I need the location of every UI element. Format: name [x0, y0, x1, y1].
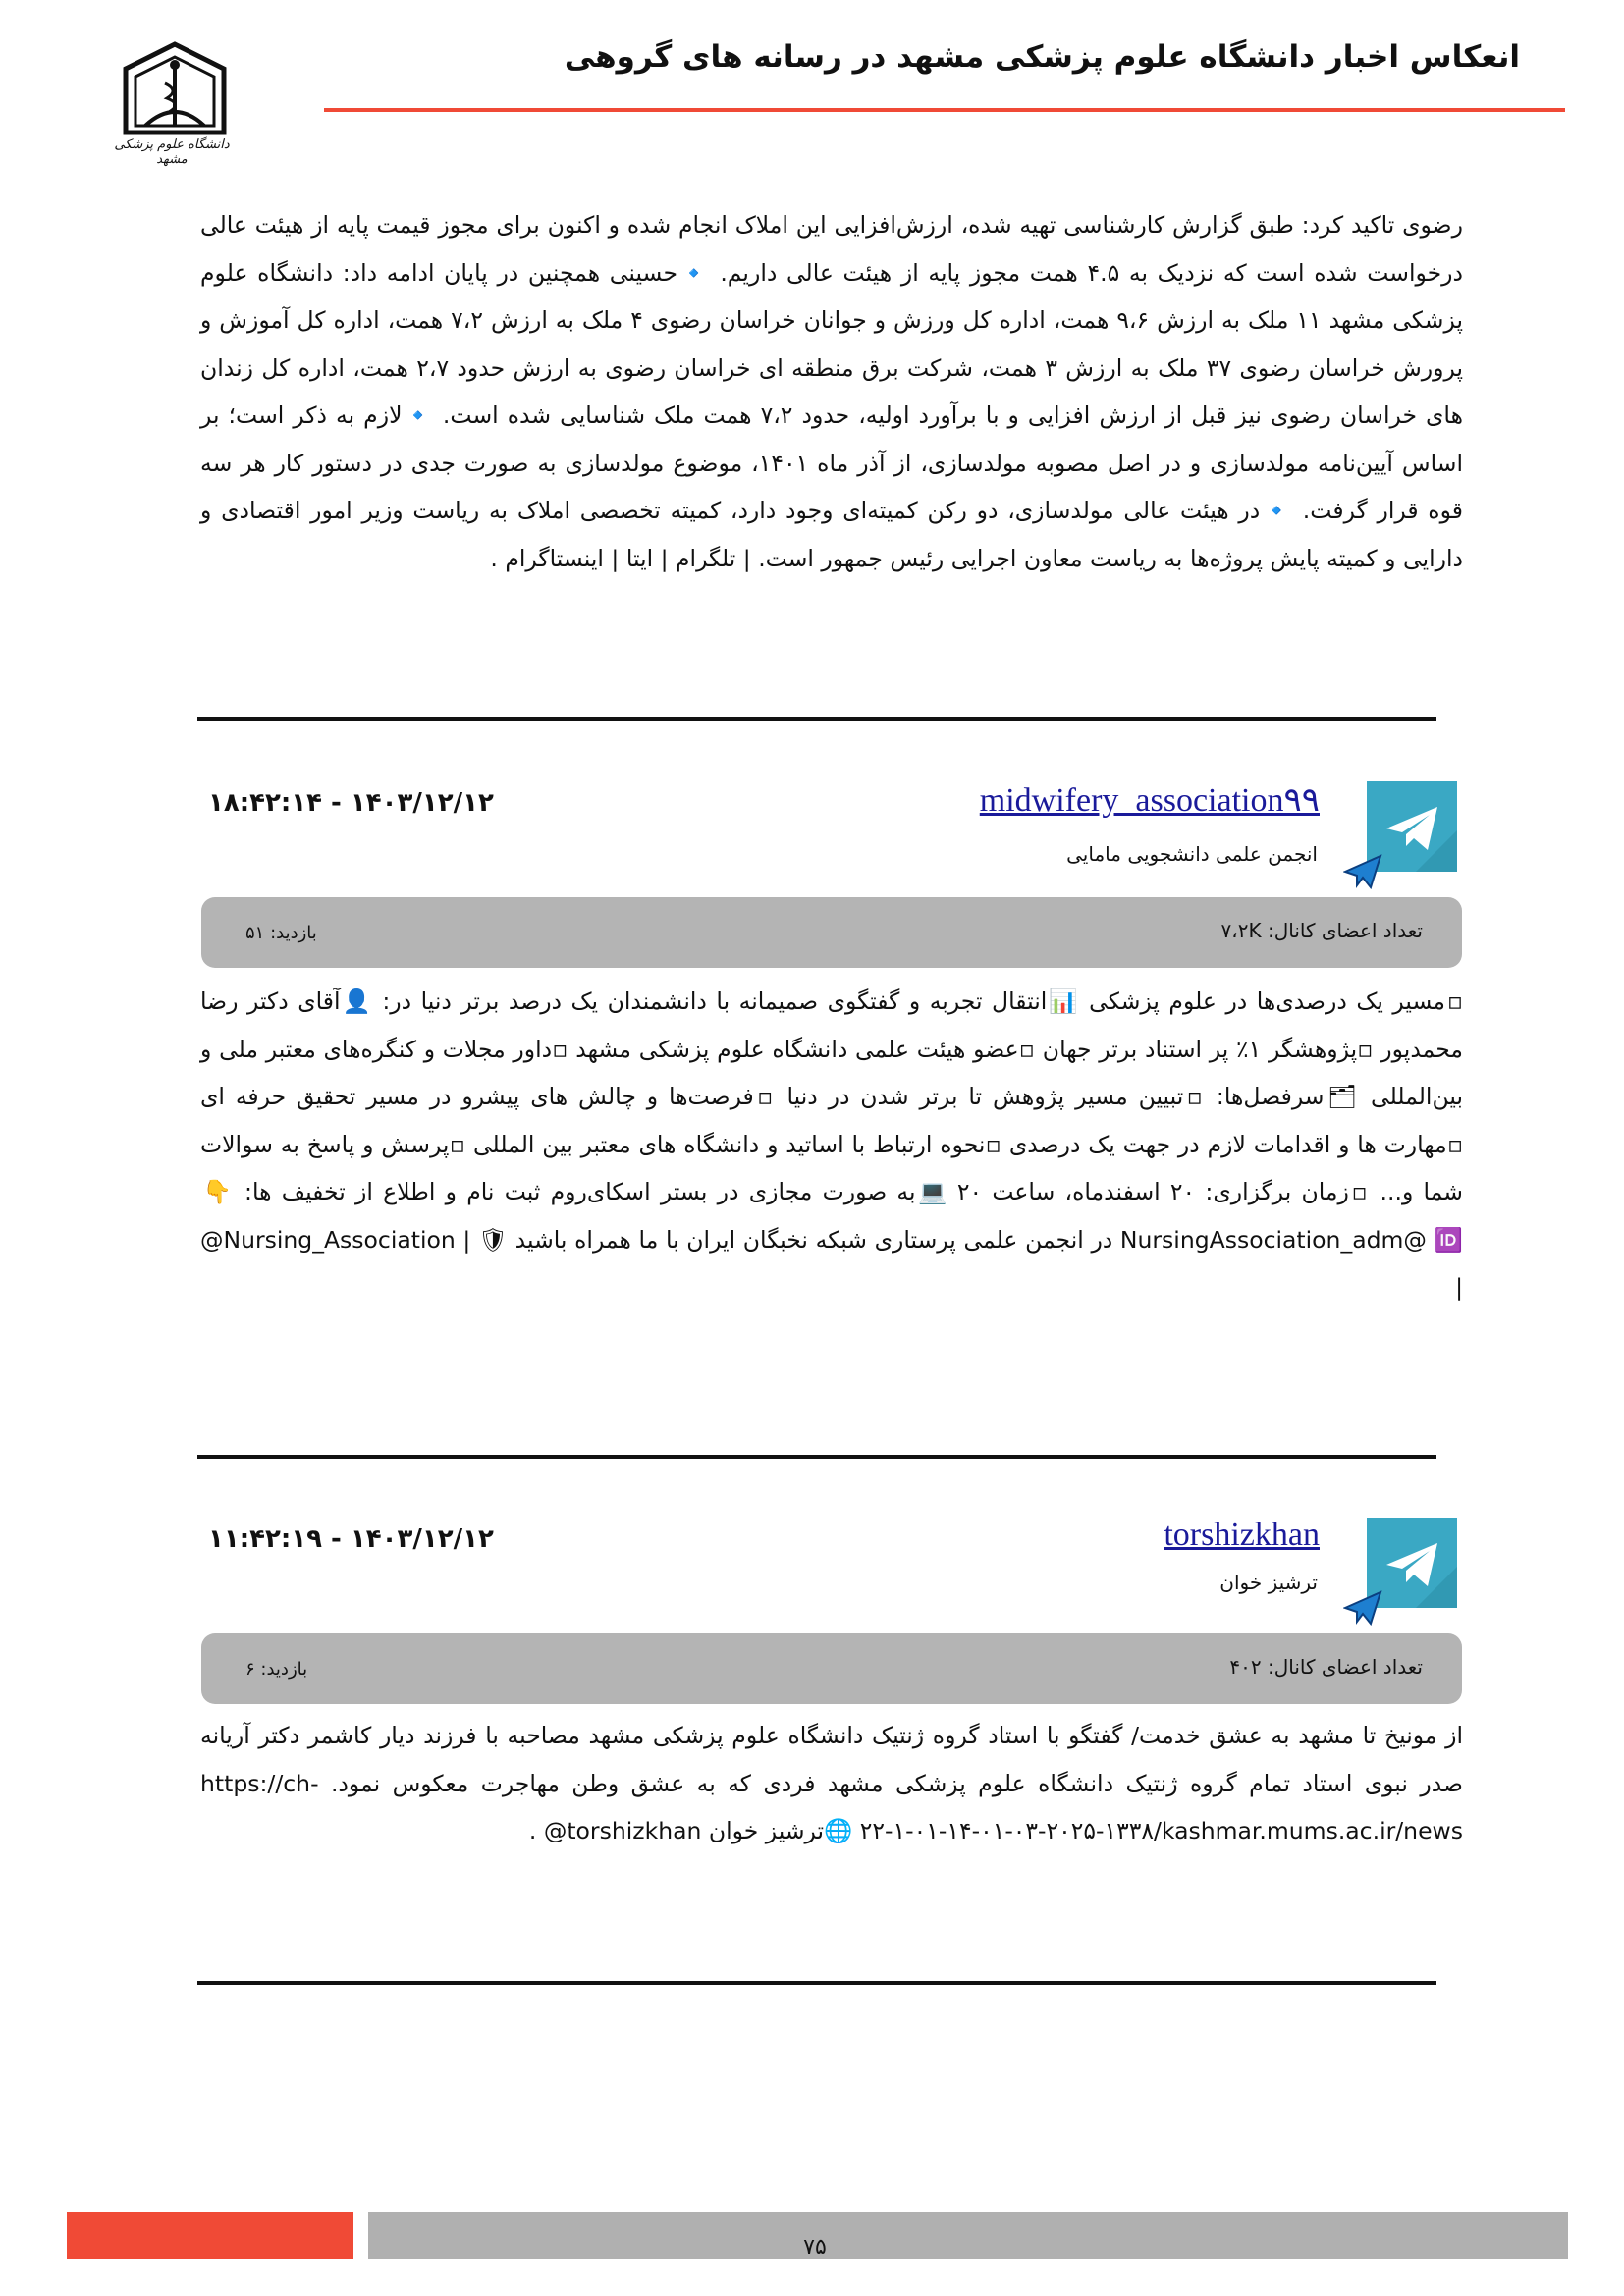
members-label: تعداد اعضای کانال:	[1267, 1655, 1423, 1679]
send-icon	[1343, 1590, 1382, 1626]
footer-accent-bar	[67, 2212, 353, 2259]
members-label: تعداد اعضای کانال:	[1267, 919, 1423, 942]
post-datetime: ۱۸:۴۲:۱۴ - ۱۴۰۳/۱۲/۱۲	[208, 788, 494, 818]
intro-paragraph: رضوی تاکید کرد: طبق گزارش کارشناسی تهیه شده، ارزش‌افزایی این املاک انجام شده و اکنون برای مجوز قیمت پایه از هیئت عالی درخواست شده است که نزدیک به ۴.۵ همت مجوز پایه از هیئت عالی داریم. 🔹حسینی همچنین در پایان ادامه داد: دانشگاه علوم پزشکی مشهد ۱۱ ملک به ارزش ۹،۶ همت، اداره کل ورزش و جوانان خراسان رضوی ۴ ملک به ارزش ۷،۲ همت، اداره کل آموزش و پرورش خراسان رضوی ۳۷ ملک به ارزش ۳ همت، شرکت برق منطقه ای خراسان رضوی به ارزش حدود ۲،۷ همت، اداره کل زندان های خراسان رضوی نیز قبل از ارزش افزایی و با برآورد اولیه، حدود ۷،۲ همت ملک شناسایی شده است. 🔹لازم به ذکر است؛ بر اساس آیین‌نامه مولدسازی و در اصل مصوبه مولدسازی، از آذر ماه ۱۴۰۱، موضوع مولدسازی به صورت جدی در دستور کار هر سه قوه قرار گرفت. 🔹در هیئت عالی مولدسازی، دو رکن کمیته‌ای وجود دارد، کمیته تخصصی املاک به ریاست وزیر امور اقتصادی و دارایی و کمیته پایش پروژه‌ها به ریاست معاون اجرایی رئیس جمهور است. | تلگرام | ایتا | اینستاگرام .	[200, 211, 1463, 572]
views-value: ۶	[245, 1659, 255, 1680]
send-icon	[1343, 854, 1382, 889]
channel-subtitle: انجمن علمی دانشجویی مامایی	[1066, 842, 1318, 866]
views-count	[245, 923, 317, 943]
post-body: ▫مسیر یک درصدی‌ها در علوم پزشکی 📊انتقال تجربه و گفتگوی صمیمانه با دانشمندان یک درصد برتر دنیا در: 👤آقای دکتر رضا محمدپور ▫پژوهشگر ۱٪ پر استناد برتر جهان ▫عضو هیئت علمی دانشگاه علوم پزشکی مشهد ▫داور مجلات و کنگره‌های معتبر ملی و بین‌المللی 🗂سرفصل‌ها: ▫تبیین مسیر پژوهش تا برتر شدن در دنیا ▫فرصت‌ها و چالش های پیشرو در مسیر تحقیق حرفه ای ▫مهارت ها و اقدامات لازم در جهت یک درصدی ▫نحوه ارتباط با اساتید و دانشگاه های معتبر بین المللی ▫پرسش و پاسخ به سوالات شما و... ▫زمان برگزاری: ۲۰ اسفندماه، ساعت ۲۰ 💻به صورت مجازی در بستر اسکای‌روم ثبت نام و اطلاع از تخفیف ها: 👇 NursingAssociation_adm@ 🆔 در انجمن علمی پرستاری شبکه نخبگان ایران با ما همراه باشید 🛡 | Nursing_Association@ |	[200, 988, 1463, 1301]
channel-name-link[interactable]: midwifery_association۹۹	[979, 782, 1320, 819]
stats-bar	[201, 897, 1462, 968]
stats-bar	[201, 1633, 1462, 1704]
page-number: ۷۵	[803, 2235, 827, 2260]
members-count	[1229, 1655, 1423, 1679]
views-label: بازدید:	[260, 1659, 308, 1680]
divider	[197, 1455, 1436, 1459]
members-value: ۷،۲K	[1220, 919, 1262, 942]
post-datetime: ۱۱:۴۲:۱۹ - ۱۴۰۳/۱۲/۱۲	[208, 1524, 494, 1554]
footer-bar	[368, 2212, 1568, 2259]
members-count	[1221, 919, 1423, 942]
divider	[197, 717, 1436, 721]
post-body: از مونیخ تا مشهد به عشق خدمت/ گفتگو با استاد گروه ژنتیک دانشگاه علوم پزشکی مشهد مصاحبه با فرزند دیار کاشمر دکتر آریانه صدر نبوی استاد تمام گروه ژنتیک دانشگاه علوم پزشکی مشهد فردی که به عشق وطن مهاجرت معکوس نمود. -https://ch ۲۲-۱-۰۱-۱۴-۰۱-۰۳-۲۰۲۵-۱۳۳۸/kashmar.mums.ac.ir/news 🌐ترشیز خوان torshizkhan@ .	[200, 1722, 1463, 1844]
document-title: انعکاس اخبار دانشگاه علوم پزشکی مشهد در رسانه های گروهی	[564, 39, 1520, 75]
channel-subtitle: ترشیز خوان	[1219, 1571, 1318, 1594]
views-label: بازدید:	[270, 923, 317, 943]
divider	[197, 1981, 1436, 1985]
members-value: ۴۰۲	[1229, 1655, 1262, 1679]
views-value: ۵۱	[245, 923, 265, 943]
channel-name-link[interactable]: torshizkhan	[1164, 1517, 1320, 1553]
views-count	[245, 1659, 307, 1680]
header-rule	[324, 108, 1565, 112]
logo-text: دانشگاه علوم پزشکی مشهد	[114, 137, 230, 167]
